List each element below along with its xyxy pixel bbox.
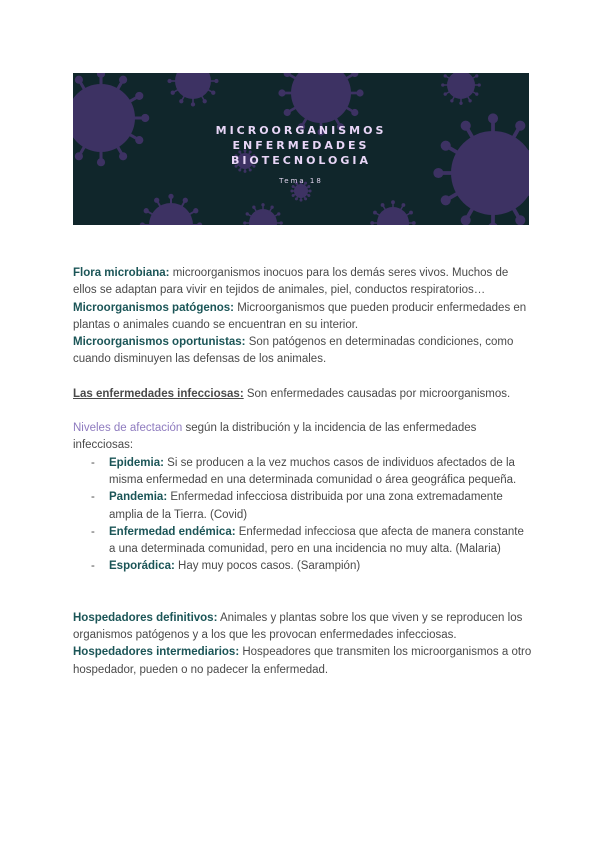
list-item-term: Pandemia: bbox=[109, 491, 168, 504]
list-item-term: Esporádica: bbox=[109, 560, 175, 573]
infecciosas-term: Las enfermedades infecciosas: bbox=[73, 387, 244, 400]
niveles-link[interactable]: Niveles de afectación bbox=[73, 422, 183, 435]
hospedador-paragraph bbox=[73, 610, 533, 645]
list-item: - Pandemia: Enfermedad infecciosa distribuida por una zona extremadamente amplia de la Tierra. (Covid) bbox=[91, 491, 503, 521]
niveles-text: según la distribución y la incidencia de las enfermedades infecciosas: bbox=[73, 422, 477, 452]
definition-term: Flora microbiana: bbox=[73, 267, 170, 279]
definition-text: Son patógenos en determinadas condiciones, como cuando disminuyen las defensas de los animales. bbox=[73, 336, 514, 366]
list-item-term: Enfermedad endémica: bbox=[109, 525, 236, 538]
banner-title bbox=[73, 123, 529, 168]
definition-term: Microorganismos patógenos: bbox=[73, 301, 235, 314]
list-item: - Esporádica: Hay muy pocos casos. (Sarampión) bbox=[91, 560, 361, 573]
banner-title-line: BIOTECNOLOGIA bbox=[230, 154, 372, 167]
niveles-list bbox=[73, 455, 533, 576]
banner-subtitle: Tema 18 bbox=[279, 177, 323, 185]
header-banner bbox=[73, 73, 529, 225]
list-item: - Epidemia: Si se producen a la vez muchos casos de individuos afectados de la misma enfermedad en una determinada comunidad o área geográfica pequeña. bbox=[91, 456, 517, 486]
list-item-text: Si se producen a la vez muchos casos de individuos afectados de la misma enfermedad en una determinada comunidad o área geográfica pequeña. bbox=[109, 456, 517, 486]
hospedador-term: Hospedadores definitivos: bbox=[73, 611, 218, 624]
hospedador-text: Animales y plantas sobre los que viven y se reproducen los organismos patógenos y a los que les provocan enfermedades infecciosas. bbox=[73, 611, 523, 642]
infecciosas-paragraph bbox=[73, 386, 533, 403]
virus-icon bbox=[370, 200, 415, 225]
definition-paragraph bbox=[73, 334, 533, 369]
definition-paragraph bbox=[73, 300, 533, 335]
infecciosas-text: Son enfermedades causadas por microorganismos. bbox=[243, 387, 511, 400]
definition-text: microorganismos inocuos para los demás seres vivos. Muchos de ellos se adaptan para vivir en tejidos de animales, piel, conductos respiratorios… bbox=[73, 267, 509, 297]
definition-paragraph bbox=[73, 265, 533, 300]
definition-term: Microorganismos oportunistas: bbox=[73, 336, 246, 349]
banner-title-line: MICROORGANISMOS bbox=[215, 124, 387, 137]
banner-title-line: ENFERMEDADES bbox=[232, 139, 370, 152]
list-item-text: Enfermedad infecciosa que afecta de manera constante a una determinada comunidad, pero en una incidencia no muy alta. (Malaria) bbox=[109, 525, 524, 556]
hospedador-text: Hospeadores que transmiten los microorganismos a otro hospedador, pueden o no padecer la enfermedad. bbox=[73, 646, 532, 676]
list-item-text: Enfermedad infecciosa distribuida por una zona extremadamente amplia de la Tierra. (Covid) bbox=[109, 491, 503, 521]
virus-icon bbox=[167, 73, 218, 107]
hospedador-paragraph bbox=[73, 644, 533, 679]
document-body bbox=[73, 265, 533, 679]
niveles-paragraph bbox=[73, 420, 533, 455]
hospedador-term: Hospedadores intermediarios: bbox=[73, 646, 240, 659]
virus-icon bbox=[140, 194, 202, 225]
list-item: - Enfermedad endémica: Enfermedad infecciosa que afecta de manera constante a una determinada comunidad, pero en una incidencia no muy alta. (Malaria) bbox=[91, 525, 524, 556]
list-item-text: Hay muy pocos casos. (Sarampión) bbox=[174, 560, 361, 573]
list-item-term: Epidemia: bbox=[109, 456, 164, 469]
virus-icon bbox=[441, 73, 481, 105]
virus-icon bbox=[243, 203, 283, 225]
definition-text: Microorganismos que pueden producir enfermedades en plantas o animales cuando se encuentran en su interior. bbox=[73, 301, 527, 331]
